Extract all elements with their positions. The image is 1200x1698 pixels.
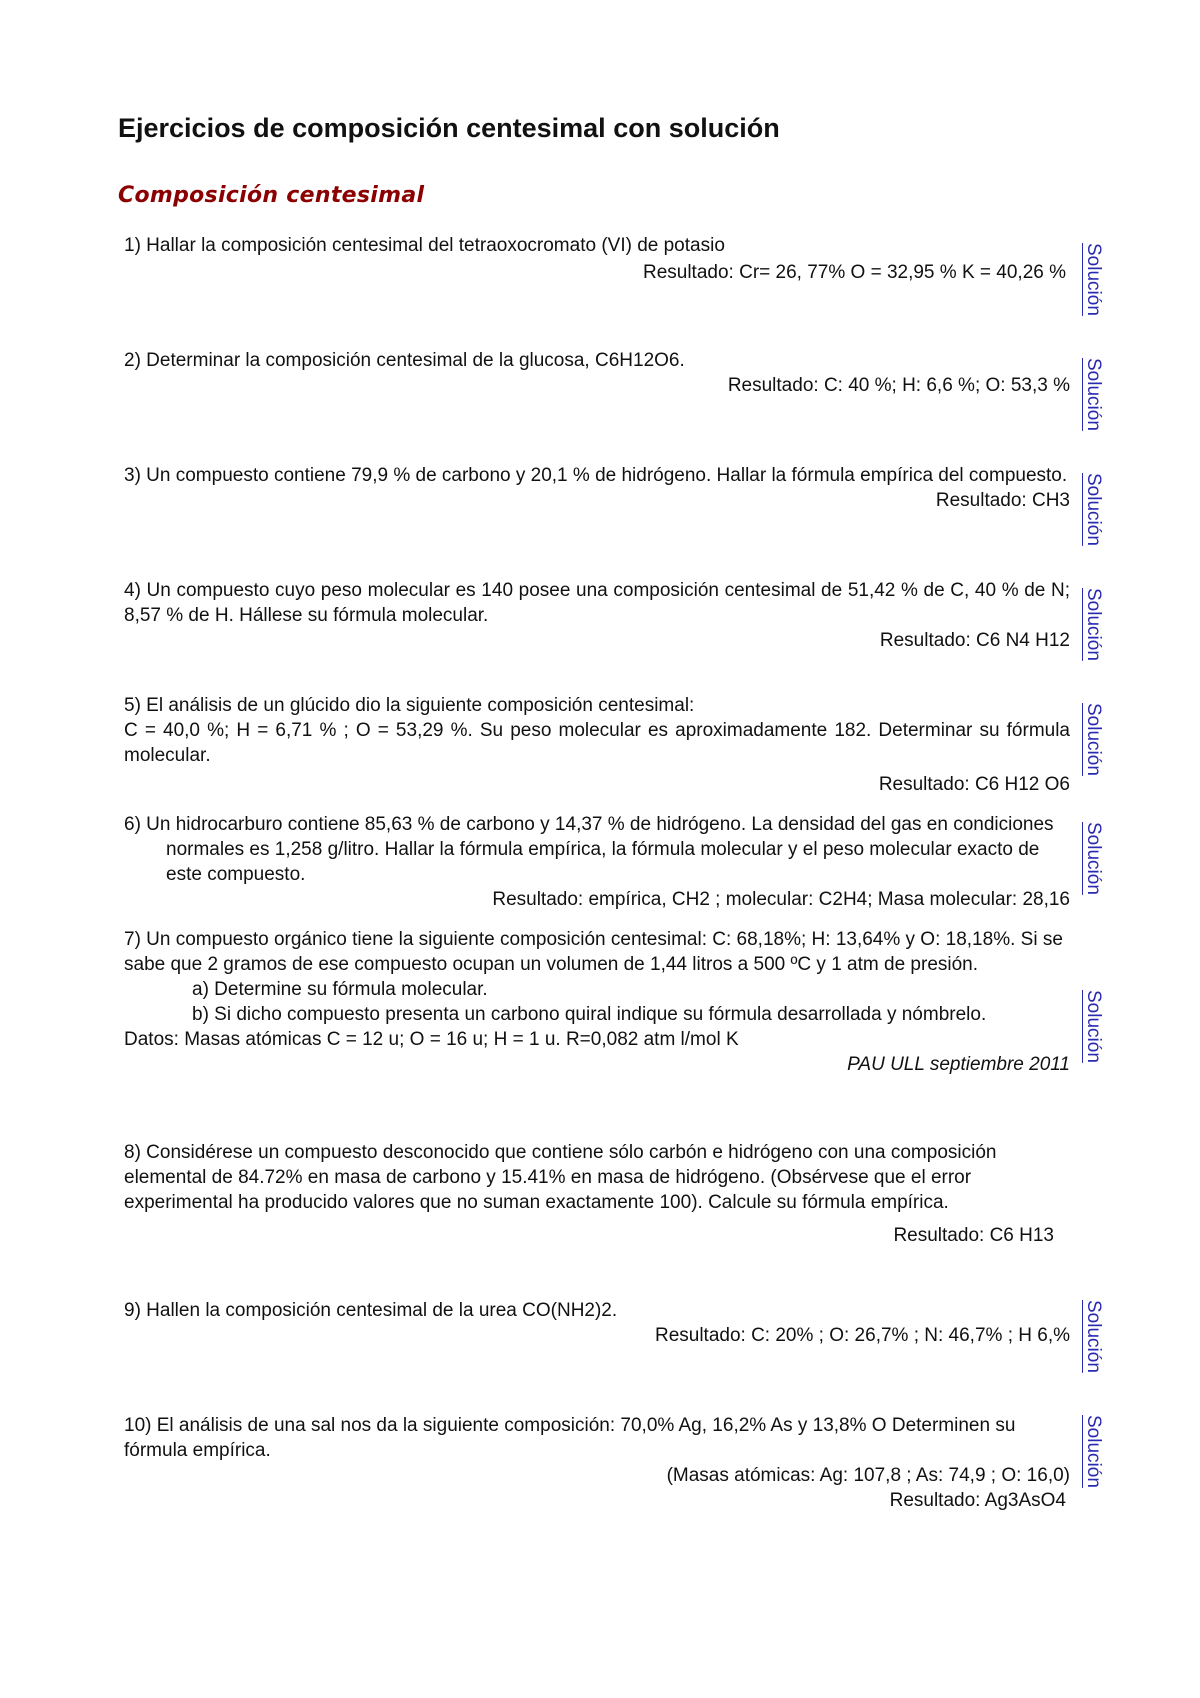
exercise-3 bbox=[124, 463, 1070, 513]
exercise-result: Resultado: C6 H13 bbox=[893, 1225, 1054, 1246]
solution-link-6[interactable]: Solución bbox=[1083, 822, 1104, 895]
exercise-question: 6) Un hidrocarburo contiene 85,63 % de carbono y 14,37 % de hidrógeno. La densidad del gas en condiciones normales es 1,258 g/litro. Hallar la fórmula empírica, la fórmula molecular y el peso molecular exacto de este compuesto. bbox=[124, 814, 1054, 885]
exercise-result: Resultado: C: 20% ; O: 26,7% ; N: 46,7% ; H 6,% bbox=[654, 1325, 1070, 1346]
exercise-question: 3) Un compuesto contiene 79,9 % de carbono y 20,1 % de hidrógeno. Hallar la fórmula empírica del compuesto. bbox=[124, 465, 1068, 486]
solution-link-10[interactable]: Solución bbox=[1083, 1415, 1104, 1488]
exercise-6 bbox=[124, 812, 1070, 912]
exercise-question: 8) Considérese un compuesto desconocido que contiene sólo carbón e hidrógeno con una composición elemental de 84.72% en masa de carbono y 15.41% en masa de hidrógeno. (Obsérvese que el error experimental ha producido valores que no suman exactamente 100). Calcule su fórmula empírica. bbox=[124, 1142, 997, 1213]
exercise-question: 9) Hallen la composición centesimal de la urea CO(NH2)2. bbox=[124, 1300, 618, 1321]
exercise-part-b: b) Si dicho compuesto presenta un carbono quiral indique su fórmula desarrollada y nómbrelo. bbox=[192, 1004, 987, 1025]
exercise-4 bbox=[124, 578, 1070, 653]
exercise-question: 7) Un compuesto orgánico tiene la siguiente composición centesimal: C: 68,18%; H: 13,64% y O: 18,18%. Si se sabe que 2 gramos de ese compuesto ocupan un volumen de 1,44 litros a 500 ºC y 1 atm de presión. bbox=[124, 929, 1063, 975]
solution-link-4[interactable]: Solución bbox=[1083, 588, 1104, 661]
solution-link-7[interactable]: Solución bbox=[1083, 990, 1104, 1063]
exercise-question: 5) El análisis de un glúcido dio la siguiente composición centesimal: bbox=[124, 695, 695, 716]
solution-link-2[interactable]: Solución bbox=[1083, 358, 1104, 431]
exercise-1 bbox=[124, 233, 1070, 285]
solution-link-9[interactable]: Solución bbox=[1083, 1300, 1104, 1373]
exercise-result: Resultado: CH3 bbox=[935, 490, 1070, 511]
exercise-question: 10) El análisis de una sal nos da la siguiente composición: 70,0% Ag, 16,2% As y 13,8% O Determinen su fórmula empírica. bbox=[124, 1415, 1016, 1461]
exercise-result: Resultado: C6 H12 O6 bbox=[878, 774, 1070, 795]
exercise-result: Resultado: empírica, CH2 ; molecular: C2H4; Masa molecular: 28,16 bbox=[492, 889, 1070, 910]
exercise-data: Datos: Masas atómicas C = 12 u; O = 16 u; H = 1 u. R=0,082 atm l/mol K bbox=[124, 1029, 739, 1050]
solution-link-1[interactable]: Solución bbox=[1083, 243, 1104, 316]
exercise-part-a: a) Determine su fórmula molecular. bbox=[192, 979, 488, 1000]
solution-link-3[interactable]: Solución bbox=[1083, 473, 1104, 546]
solution-link-5[interactable]: Solución bbox=[1083, 703, 1104, 776]
exercise-result: Resultado: Ag3AsO4 bbox=[889, 1490, 1066, 1511]
exercise-8 bbox=[124, 1140, 1064, 1248]
exercise-source: PAU ULL septiembre 2011 bbox=[847, 1054, 1070, 1075]
exercise-9 bbox=[124, 1298, 1070, 1348]
exercise-question-cont: C = 40,0 %; H = 6,71 % ; O = 53,29 %. Su peso molecular es aproximadamente 182. Determinar su fórmula molecular. bbox=[124, 720, 1070, 766]
exercise-7 bbox=[124, 927, 1070, 1077]
exercise-result: Resultado: Cr= 26, 77% O = 32,95 % K = 40,26 % bbox=[642, 262, 1066, 283]
exercise-result: Resultado: C6 N4 H12 bbox=[879, 630, 1070, 651]
exercise-question: 1) Hallar la composición centesimal del tetraoxocromato (VI) de potasio bbox=[124, 235, 725, 256]
exercise-2 bbox=[124, 348, 1070, 398]
exercise-5 bbox=[124, 693, 1070, 797]
exercise-question: 2) Determinar la composición centesimal de la glucosa, C6H12O6. bbox=[124, 350, 685, 371]
section-heading: Composición centesimal bbox=[118, 183, 425, 208]
page-title: Ejercicios de composición centesimal con solución bbox=[118, 113, 780, 143]
exercise-atomic-masses: (Masas atómicas: Ag: 107,8 ; As: 74,9 ; O: 16,0) bbox=[666, 1465, 1070, 1486]
exercise-10 bbox=[124, 1413, 1070, 1513]
exercise-result: Resultado: C: 40 %; H: 6,6 %; O: 53,3 % bbox=[727, 375, 1070, 396]
exercise-question: 4) Un compuesto cuyo peso molecular es 140 posee una composición centesimal de 51,42 % de C, 40 % de N; 8,57 % de H. Hállese su fórmula molecular. bbox=[124, 580, 1070, 626]
